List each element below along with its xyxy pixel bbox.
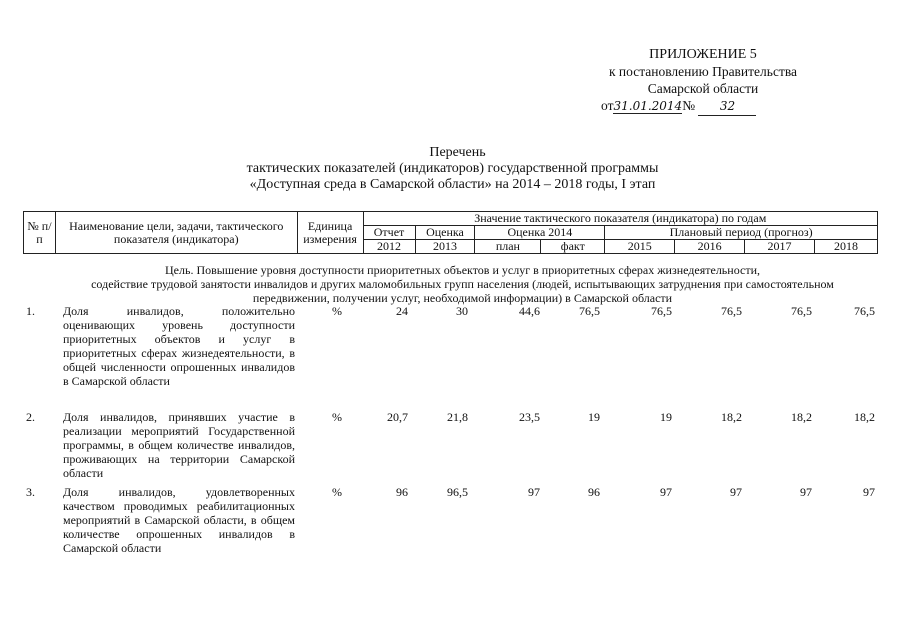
- row-unit: %: [332, 485, 342, 499]
- value-2014-plan: 44,6: [519, 304, 540, 318]
- appendix-title: ПРИЛОЖЕНИЕ 5: [649, 47, 757, 62]
- value-2013: 21,8: [447, 410, 468, 424]
- header-report: Отчет: [363, 226, 415, 240]
- header-estimate-2014: Оценка 2014: [475, 226, 605, 240]
- value-2014-fact: 96: [588, 485, 600, 499]
- appendix-line3: Самарской области: [647, 81, 759, 96]
- value-2014-plan: 97: [528, 485, 540, 499]
- decree-date: 31.01.2014: [613, 99, 683, 113]
- header-2017: 2017: [745, 240, 815, 254]
- header-name: Наименование цели, задачи, тактического показателя (индикатора): [55, 212, 297, 254]
- value-2018: 18,2: [854, 410, 875, 424]
- value-2014-fact: 19: [588, 410, 600, 424]
- header-2018: 2018: [815, 240, 878, 254]
- value-2015: 76,5: [651, 304, 672, 318]
- value-2016: 18,2: [721, 410, 742, 424]
- value-2015: 19: [660, 410, 672, 424]
- goal-line1: Цель. Повышение уровня доступности приоритетных объектов и услуг в приоритетных сферах жизнедеятельности,: [165, 263, 760, 277]
- date-prefix: от: [601, 98, 614, 113]
- header-plan: план: [475, 240, 541, 254]
- appendix-block: [583, 46, 823, 117]
- value-2013: 96,5: [447, 485, 468, 499]
- header-planned-period: Плановый период (прогноз): [605, 226, 878, 240]
- value-2018: 97: [863, 485, 875, 499]
- value-2012: 24: [396, 304, 408, 318]
- value-2013: 30: [456, 304, 468, 318]
- title-line3: «Доступная среда в Самарской области» на 2014 – 2018 годы, I этап: [249, 177, 656, 192]
- value-2017: 97: [800, 485, 812, 499]
- decree-date-number: [583, 97, 823, 117]
- goal-line3: передвижении, получении услуг, необходимой информации) в Самарской области: [252, 291, 673, 305]
- indicator-name: Доля инвалидов, положительно оценивающих уровень доступности приоритетных объектов и услуг в приоритетных сферах жизнедеятельности, в общей численности опрошенных инвалидов в Самарской области: [63, 304, 295, 388]
- title-line1: Перечень: [429, 145, 486, 160]
- value-2014-fact: 76,5: [579, 304, 600, 318]
- title-line2: тактических показателей (индикаторов) государственной программы: [246, 161, 659, 176]
- value-2014-plan: 23,5: [519, 410, 540, 424]
- document-title: [0, 145, 905, 193]
- decree-number: 32: [698, 98, 756, 116]
- header-2015: 2015: [605, 240, 675, 254]
- number-sign: №: [682, 98, 696, 113]
- header-num: № п/п: [24, 212, 56, 254]
- header-fact: факт: [541, 240, 605, 254]
- value-2016: 76,5: [721, 304, 742, 318]
- value-2016: 97: [730, 485, 742, 499]
- value-2017: 18,2: [791, 410, 812, 424]
- header-estimate: Оценка: [415, 226, 475, 240]
- row-number: 2.: [26, 410, 35, 424]
- header-2016: 2016: [675, 240, 745, 254]
- indicator-name: Доля инвалидов, принявших участие в реализации мероприятий Государственной программы, в общем количестве инвалидов, проживающих на территории Самарской области: [63, 410, 295, 480]
- value-2012: 20,7: [387, 410, 408, 424]
- header-estimate-year: 2013: [415, 240, 475, 254]
- header-unit: Единица измерения: [297, 212, 363, 254]
- value-2017: 76,5: [791, 304, 812, 318]
- header-report-year: 2012: [363, 240, 415, 254]
- goal-line2: содействие трудовой занятости инвалидов и других маломобильных групп населения (людей, испытывающих затруднения при самостоятельном: [91, 277, 834, 291]
- appendix-line2: к постановлению Правительства: [608, 64, 798, 79]
- value-2018: 76,5: [854, 304, 875, 318]
- value-2012: 96: [396, 485, 408, 499]
- indicator-table-header: [23, 211, 878, 254]
- value-2015: 97: [660, 485, 672, 499]
- goal-statement: [40, 263, 885, 305]
- row-unit: %: [332, 304, 342, 318]
- row-number: 1.: [26, 304, 35, 318]
- header-values-group: Значение тактического показателя (индикатора) по годам: [363, 212, 877, 226]
- indicator-name: Доля инвалидов, удовлетворенных качеством проводимых реабилитационных мероприятий в Самарской области, в общем количестве опрошенных инвалидов в Самарской области: [63, 485, 295, 555]
- row-unit: %: [332, 410, 342, 424]
- row-number: 3.: [26, 485, 35, 499]
